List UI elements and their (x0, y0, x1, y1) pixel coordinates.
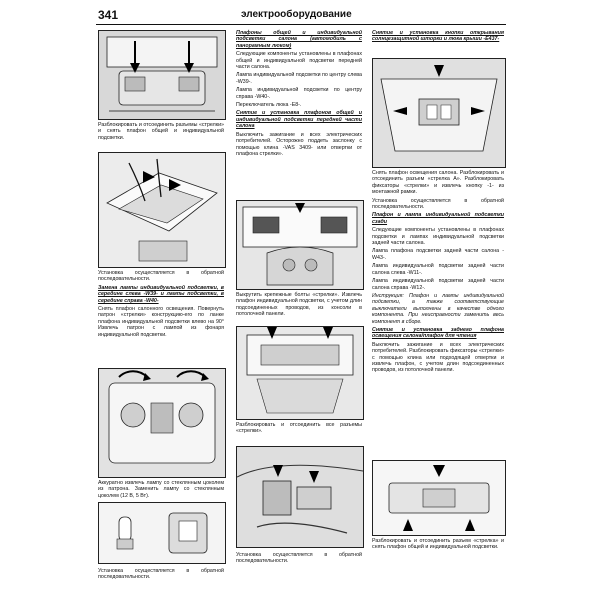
figure-sunroof-switch (372, 58, 506, 168)
col2-paragraph: Выключить зажигание и всех электрических потребителей. Осторожно поддеть заслонку с помощью клина -VAS 3409- или отвертки от плафона стрелки». (236, 131, 362, 157)
col3-heading: Снятие и установка заднего плафона освещения салона/плафон для чтения (372, 326, 504, 340)
figure-glass-bulb (98, 502, 226, 564)
figure-dome-light-connectors (98, 30, 226, 120)
col2-paragraph: Следующие компоненты установлены в плафонах общей и индивидуальной подсветки передней части салона. (236, 51, 362, 71)
figure-front-console (236, 200, 364, 290)
col1-paragraph: Установка осуществляется в обратной последовательности. (98, 270, 224, 283)
figure-connectors-closeup (236, 446, 364, 548)
section-title: электрооборудование (241, 9, 352, 20)
col2-heading: Плафоны общей и индивидуальной подсветки салона (автомобиль с панорамным люком) (236, 30, 362, 49)
col3-note: Инструкция: Плафон и лампы индивидуальной подсветки, а также соответствующие выключатели выполнены в качестве одного компонента. При неисправности заменить весь компонент в сборе. (372, 292, 504, 325)
col1-paragraph: Аккуратно извлечь лампу со стеклянным цоколем из патрона. Заменить лампу со стеклянным цоколем (12 В, 5 Вт). (98, 480, 224, 499)
col2-paragraph: Лампа индивидуальной подсветки по центру справа -W40-. (236, 87, 362, 100)
col2-paragraph: Лампа индивидуальной подсветки по центру слева -W39-. (236, 72, 362, 85)
col3-paragraph: Лампа плафона подсветки задней части салона -W43-. (372, 248, 504, 261)
figure-dome-light-removed (98, 152, 226, 268)
col3-paragraph: Выключить зажигание и всех электрических потребителей. Разблокировать фиксаторы «стрелки» с помощью клина или подходящей отвертки и извлечь плафон, с учетом длин подсоединенных проводов, из потолочной панели. (372, 341, 504, 374)
col1-paragraph: Разблокировать и отсоединить разъемы «стрелки» и снять плафон общей и индивидуальной подсветки. (98, 122, 224, 141)
col3-heading: Плафон и лампа индивидуальной подсветки сзади (372, 212, 504, 225)
col3-paragraph: Лампа индивидуальной подсветки задней части салона справа -W12-. (372, 278, 504, 291)
col3-paragraph: Разблокировать и отсоединить разъем «стрелка» и снять плафон общей и индивидуальной подсветки. (372, 538, 504, 551)
page-number: 341 (98, 8, 119, 22)
col2-paragraph: Выкрутить крепежные болты «стрелки». Извлечь плафон индивидуальной подсветки, с учетом длин подсоединенных проводов, из консоли в потолочной панели. (236, 292, 362, 318)
figure-lamp-socket (98, 368, 226, 478)
col3-paragraph: Установка осуществляется в обратной последовательности. (372, 197, 504, 211)
col2-paragraph: Разблокировать и отсоединить все разъемы «стрелки». (236, 422, 362, 435)
figure-front-console-open (236, 326, 364, 420)
figure-rear-reading-light (372, 460, 506, 536)
col2-heading: Снятие и установка плафонов общей и индивидуальной подсветки передней части салона (236, 110, 362, 130)
col3-paragraph: Лампа индивидуальной подсветки задней части салона слева -W11-. (372, 263, 504, 276)
col1-paragraph: Снять плафон салонного освещения. Повернуть патрон «стрелки» конструкцию-его по ланке плафона индивидуальной подсветки влево на 90° Извлечь патрон с лампой из фонаря индивидуальной подсветки. (98, 306, 224, 338)
manual-page (96, 0, 506, 600)
col1-heading: Замена лампы индивидуальной подсветки, в середине слева -W39- и лампы подсветки, в середине справа -W40- (98, 284, 224, 304)
col2-paragraph: Установка осуществляется в обратной последовательности. (236, 552, 362, 565)
col3-paragraph: Снять плафон освещения салона. Разблокировать и отсоединить разъем «стрелка А». Разблокировать фиксаторы «стрелки» и извлечь кнопку -1- из монтажной рамки. (372, 170, 504, 196)
page-header (96, 8, 506, 25)
col2-paragraph: Переключатель люка -E8-. (236, 102, 302, 109)
col3-heading: Снятие и установка кнопки открывания солнцезащитной шторки и люка крыши -E437- (372, 30, 504, 43)
col1-paragraph: Установка осуществляется в обратной последовательности. (98, 568, 224, 581)
col3-paragraph: Следующие компоненты установлены в плафонах подсветки и лампах индивидуальной подсветки задней части салона. (372, 227, 504, 247)
